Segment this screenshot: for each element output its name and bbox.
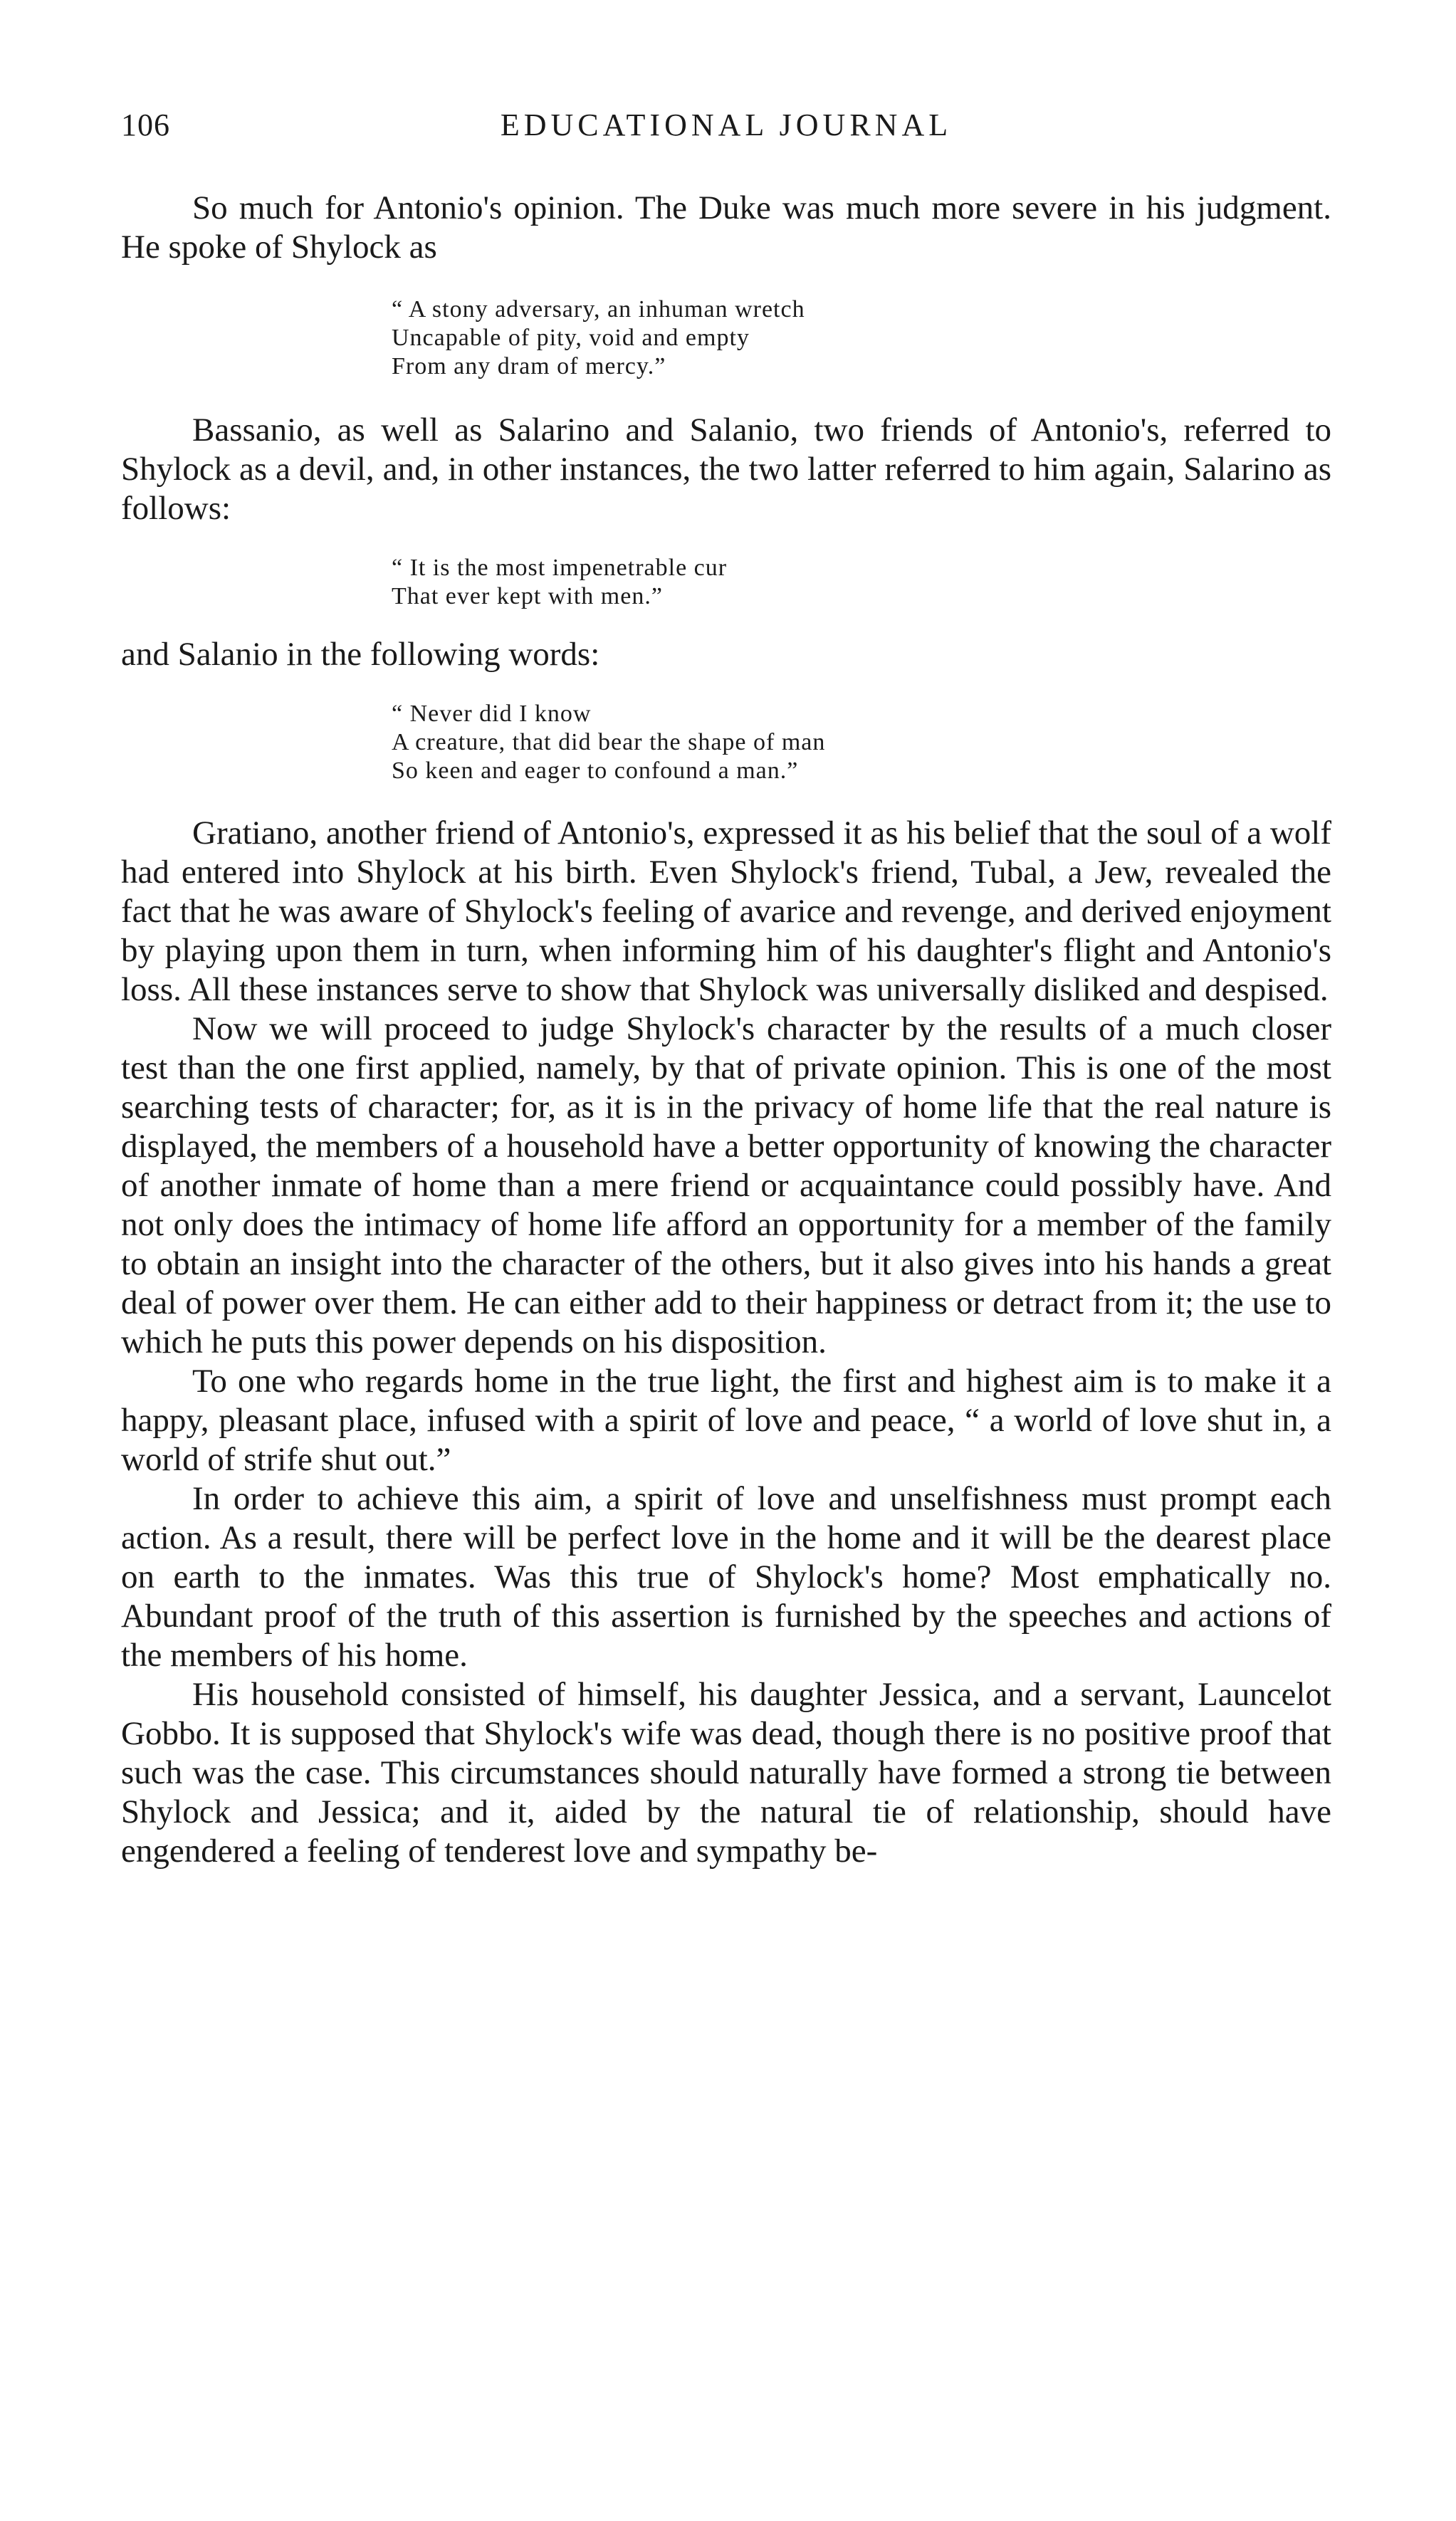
block-quote-duke	[392, 295, 1331, 381]
running-head: EDUCATIONAL JOURNAL	[500, 108, 953, 142]
quote-line: “ A stony adversary, an inhuman wretch	[392, 296, 805, 323]
paragraph-3: and Salanio in the following words:	[121, 636, 600, 673]
paragraph-4: Gratiano, another friend of Antonio's, expressed it as his belief that the soul of a wolf had entered into Shylock at his birth. Even Shylock's friend, Tubal, a Jew, revealed the fact that he was aware of Shylock's feeling of avarice and revenge, and derived enjoyment by playing upon them in turn, when informing him of his daughter's flight and Antonio's loss. All these instances serve to show that Shylock was universally disliked and despised.	[121, 814, 1331, 1008]
quote-line: “ It is the most impenetrable cur	[392, 555, 728, 581]
block-quote-salarino	[392, 554, 1331, 611]
paragraph-1: So much for Antonio's opinion. The Duke was much more severe in his judgment. He spoke of Shylock as	[121, 189, 1331, 266]
page-number: 106	[121, 108, 170, 142]
quote-line: So keen and eager to confound a man.”	[392, 758, 799, 784]
block-quote-salanio	[392, 700, 1331, 785]
paragraph-6: To one who regards home in the true light, the first and highest aim is to make it a happy, pleasant place, infused with a spirit of love and peace, “ a world of love shut in, a world of strife shut out.”	[121, 1363, 1331, 1478]
quote-line: A creature, that did bear the shape of man	[392, 729, 826, 755]
paragraph-2: Bassanio, as well as Salarino and Salanio, two friends of Antonio's, referred to Shylock as a devil, and, in other instances, the two latter referred to him again, Salarino as follows:	[121, 412, 1331, 527]
quote-line: Uncapable of pity, void and empty	[392, 325, 750, 351]
quote-line: That ever kept with men.”	[392, 583, 663, 609]
paragraph-8: His household consisted of himself, his daughter Jessica, and a servant, Launcelot Gobbo. It is supposed that Shylock's wife was dead, though there is no positive proof that such was the case. This circumstances should naturally have formed a strong tie between Shylock and Jessica; and it, aided by the natural tie of relationship, should have engendered a feeling of tenderest love and sympathy be-	[121, 1676, 1331, 1870]
paragraph-7: In order to achieve this aim, a spirit of love and unselfishness must prompt each action. As a result, there will be perfect love in the home and it will be the dearest place on earth to the inmates. Was this true of Shylock's home? Most emphatically no. Abundant proof of the truth of this assertion is furnished by the speeches and actions of the members of his home.	[121, 1480, 1331, 1674]
page-header	[121, 107, 1331, 157]
article-body	[121, 189, 1331, 1871]
quote-line: “ Never did I know	[392, 701, 592, 727]
quote-line: From any dram of mercy.”	[392, 353, 666, 379]
paragraph-5: Now we will proceed to judge Shylock's character by the results of a much closer test than the one first applied, namely, by that of private opinion. This is one of the most searching tests of character; for, as it is in the privacy of home life that the real nature is displayed, the members of a household have a better opportunity of knowing the character of another inmate of home than a mere friend or acquaintance could possibly have. And not only does the intimacy of home life afford an opportunity for a member of the family to obtain an insight into the character of the others, but it also gives into his hands a great deal of power over them. He can either add to their happiness or detract from it; the use to which he puts this power depends on his disposition.	[121, 1010, 1331, 1361]
